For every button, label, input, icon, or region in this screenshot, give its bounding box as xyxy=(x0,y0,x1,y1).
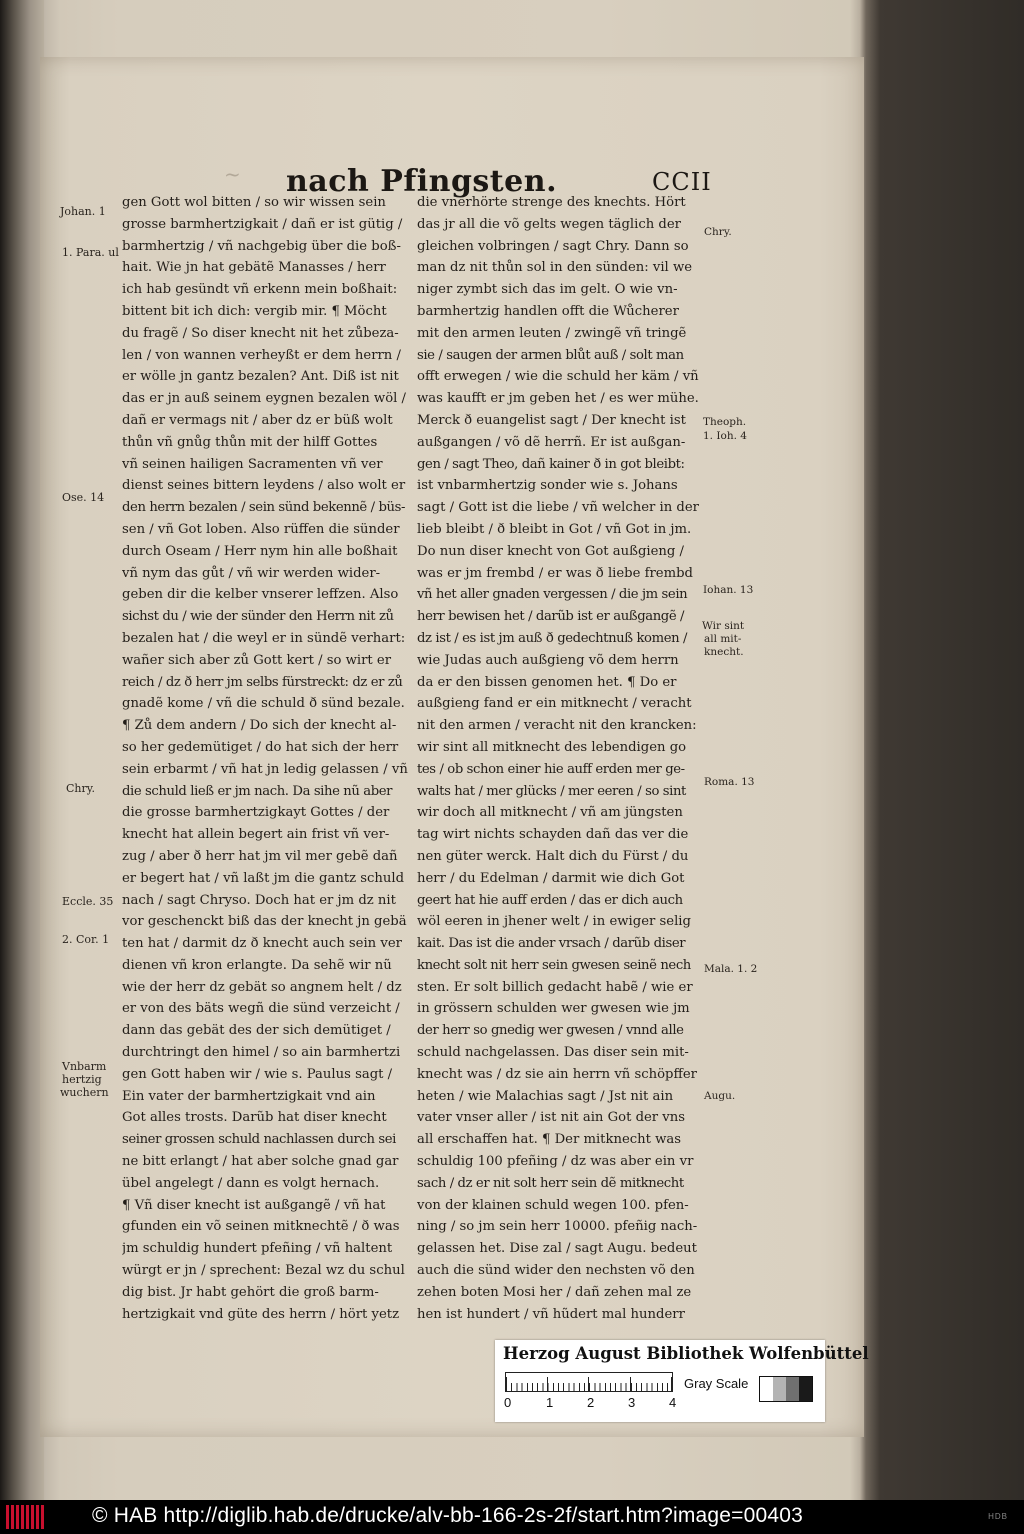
margin-note-right-chry: Chry. xyxy=(704,226,732,238)
text-line: wañer sich aber zů Gott kert / so wirt er xyxy=(122,652,392,668)
text-line: ¶ Vñ diser knecht ist außgangẽ / vñ hat xyxy=(122,1197,386,1213)
text-line: herr / du Edelman / darmit wie dich Got xyxy=(417,870,685,886)
text-line: herr bewisen het / darũb ist er außgangẽ / xyxy=(417,609,685,625)
text-line: grosse barmhertzigkait / dañ er ist gütig / xyxy=(122,216,403,232)
text-line: wie der herr dz gebät so angnem helt / dz xyxy=(122,979,402,995)
text-line: dienen vñ kron erlangte. Da sehẽ wir nũ xyxy=(122,957,392,973)
margin-note-vnbarm-1: Vnbarm xyxy=(62,1060,107,1073)
ruler-number-1: 1 xyxy=(546,1395,554,1410)
text-line: barmhertzig / vñ nachgebig über die boß- xyxy=(122,238,401,254)
text-line: thůn vñ gnůg thůn mit der hilff Gottes xyxy=(122,434,378,450)
text-line: durchtringt den himel / so ain barmhertzi xyxy=(122,1045,401,1061)
scale-ruler xyxy=(505,1372,673,1392)
text-line: wir sint all mitknecht des lebendigen go xyxy=(417,739,687,755)
gray-scale-patches xyxy=(759,1376,813,1402)
text-line: nach / sagt Chryso. Doch hat er jm dz nit xyxy=(122,892,396,908)
margin-note-right-theoph-1: Theoph. xyxy=(703,416,747,428)
text-line: hen ist hundert / vñ hũdert mal hunderr xyxy=(417,1306,685,1322)
ruler-number-3: 3 xyxy=(628,1395,636,1410)
text-line: dañ er vermags nit / aber dz er büß wolt xyxy=(122,412,393,428)
margin-note-eccle: Eccle. 35 xyxy=(62,895,114,908)
text-line: gen Gott wol bitten / so wir wissen sein xyxy=(122,195,386,210)
margin-note-right-theoph-2: 1. Ioh. 4 xyxy=(703,430,747,442)
text-line: gfunden ein võ seinen mitknechtẽ / ð was xyxy=(122,1219,400,1235)
text-line: gen / sagt Theo, dañ kainer ð in got bleibt: xyxy=(417,456,685,472)
text-line: in grössern schulden wer gwesen wie jm xyxy=(417,1001,690,1017)
margin-note-chry: Chry. xyxy=(66,782,96,795)
text-line: er wölle jn gantz bezalen? Ant. Diß ist nit xyxy=(122,369,399,385)
color-checker-card xyxy=(495,1340,869,1422)
text-line: mit den armen leuten / zwingẽ vñ tringẽ xyxy=(417,325,687,341)
text-line: sie / saugen der armen blůt auß / solt man xyxy=(417,347,684,363)
copyright-url: © HAB http://diglib.hab.de/drucke/alv-bb-166-2s-2f/start.htm?image=00403 xyxy=(92,1504,804,1527)
text-line: zehen boten Mosi her / dañ zehen mal ze xyxy=(417,1284,692,1300)
text-line: vater vnser aller / ist nit ain Got der vns xyxy=(417,1110,686,1126)
text-line: schuld nachgelassen. Das diser sein mit- xyxy=(417,1045,689,1061)
text-line: sen / vñ Got loben. Also rüffen die sünder xyxy=(122,521,400,537)
margin-note-right-mala: Mala. 1. 2 xyxy=(704,963,758,975)
text-line: jm schuldig hundert pfeñing / vñ haltent xyxy=(122,1241,393,1257)
text-line: sein erbarmt / vñ hat jn ledig gelassen / vñ xyxy=(122,761,408,777)
left-text-column xyxy=(122,192,408,1325)
ruler-number-4: 4 xyxy=(669,1395,677,1410)
text-line: sten. Er solt billich gedacht habẽ / wie er xyxy=(417,979,693,995)
text-line: außgieng fand er ein mitknecht / veracht xyxy=(417,696,692,712)
margin-note-right-johan: Iohan. 13 xyxy=(703,584,754,596)
hab-logo-icon xyxy=(6,1505,44,1529)
text-line: len / von wannen verheyßt er dem herrn / xyxy=(122,347,401,363)
margin-note-right-augu: Augu. xyxy=(704,1090,736,1102)
text-line: würgt er jn / sprechent: Bezal wz du schul xyxy=(122,1263,405,1279)
text-line: dienst seines bittern leydens / also wolt er xyxy=(122,478,406,494)
text-line: kait. Das ist die ander vrsach / darũb diser xyxy=(417,936,686,952)
right-text-column xyxy=(417,192,699,1325)
text-line: gnadẽ kome / vñ die schuld ð sünd bezale. xyxy=(122,696,405,712)
text-line: der herr so gnedig wer gwesen / vnnd alle xyxy=(417,1023,684,1039)
text-line: den herrn bezalen / sein sünd bekennẽ / büs- xyxy=(122,500,406,516)
text-line: die grosse barmhertzigkayt Gottes / der xyxy=(122,805,390,821)
text-line: vor geschenckt biß das der knecht jn gebä xyxy=(122,914,407,930)
ruler-number-0: 0 xyxy=(504,1395,512,1410)
margin-note-ose: Ose. 14 xyxy=(62,491,105,504)
text-line: er von des bäts wegñ die sünd verzeicht / xyxy=(122,1001,400,1017)
text-line: dz ist / es ist jm auß ð gedechtnuß komen / xyxy=(417,630,688,646)
footer-bar xyxy=(0,1500,1024,1534)
text-line: außgangen / võ dẽ herrñ. Er ist außgan- xyxy=(417,434,686,450)
text-line: nit den armen / veracht nit den krancken: xyxy=(417,718,697,734)
text-line: das er jn auß seinem eygnen bezalen wöl / xyxy=(122,391,407,407)
header-bleedthrough: ~ xyxy=(224,162,241,186)
text-line: übel angelegt / dann es volgt hernach. xyxy=(122,1175,380,1191)
text-line: offt erwegen / wie die schuld her käm / vñ xyxy=(417,369,699,385)
text-line: geert hat hie auff erden / das er dich auch xyxy=(417,892,683,908)
text-line: ne bitt erlangt / hat aber solche gnad gar xyxy=(122,1154,399,1170)
margin-note-right-wir-2: all mit- xyxy=(704,633,742,645)
text-line: vñ het aller gnaden vergessen / die jm sein xyxy=(417,587,688,603)
text-line: knecht solt nit herr sein gwesen seinẽ nech xyxy=(417,957,691,973)
text-line: geben dir die kelber vnserer leffzen. Also xyxy=(122,587,399,603)
text-line: wie Judas auch außgieng võ dem herrn xyxy=(417,652,679,668)
margin-note-vnbarm-2: hertzig xyxy=(62,1073,102,1086)
gray-patch xyxy=(773,1377,786,1401)
text-line: die vnerhörte strenge des knechts. Hört xyxy=(417,195,686,210)
text-line: man dz nit thůn sol in den sünden: vil we xyxy=(417,260,693,276)
text-line: Got alles trosts. Darũb hat diser knecht xyxy=(122,1110,387,1126)
text-line: ich hab gesündt vñ erkenn mein boßhait: xyxy=(122,282,398,298)
text-line: vñ nym das gůt / vñ wir werden wider- xyxy=(122,565,381,581)
ruler-number-2: 2 xyxy=(587,1395,595,1410)
text-line: auch die sünd wider den nechsten võ den xyxy=(417,1263,695,1279)
margin-note-cor: 2. Cor. 1 xyxy=(62,933,110,946)
margin-note-johan: Johan. 1 xyxy=(60,205,106,218)
text-line: gleichen volbringen / sagt Chry. Dann so xyxy=(417,238,689,254)
text-line: das jr all die võ gelts wegen täglich der xyxy=(417,216,681,232)
text-line: niger zymbt sich das im gelt. O wie vn- xyxy=(417,282,678,298)
text-line: was er jm frembd / er was ð liebe frembd xyxy=(417,565,693,581)
margin-note-vnbarm-3: wuchern xyxy=(60,1086,109,1099)
text-line: die schuld ließ er jm nach. Da sihe nũ aber xyxy=(122,783,393,799)
text-line: tes / ob schon einer hie auff erden mer ge- xyxy=(417,761,685,777)
text-line: walts hat / mer glücks / mer eeren / so sint xyxy=(417,783,686,799)
text-line: barmhertzig handlen offt die Wůcherer xyxy=(417,303,679,319)
text-line: wir doch all mitknecht / vñ am jüngsten xyxy=(417,805,683,821)
text-line: all erschaffen hat. ¶ Der mitknecht was xyxy=(417,1132,682,1148)
text-line: von der klainen schuld wegen 100. pfen- xyxy=(417,1197,689,1213)
text-line: schuldig 100 pfeñing / dz was aber ein vr xyxy=(417,1154,694,1170)
text-line: bittent bit ich dich: vergib mir. ¶ Möcht xyxy=(122,303,387,319)
text-line: knecht hat allein begert ain frist vñ ver- xyxy=(122,827,390,843)
text-line: hertzigkait vnd güte des herrn / hört yetz xyxy=(122,1306,400,1322)
text-line: ning / so jm sein herr 10000. pfeñig nach- xyxy=(417,1219,698,1235)
text-line: gen Gott haben wir / wie s. Paulus sagt / xyxy=(122,1066,393,1082)
text-line: er begert hat / vñ laßt jm die gantz schuld xyxy=(122,870,405,886)
text-line: ¶ Zů dem andern / Do sich der knecht al- xyxy=(122,718,397,734)
text-line: seiner grossen schuld nachlassen durch sei xyxy=(122,1132,396,1148)
text-line: sagt / Gott ist die liebe / vñ welcher in der xyxy=(417,500,699,516)
left-facing-leaf-edge xyxy=(0,0,44,1500)
gray-patch xyxy=(786,1377,799,1401)
margin-note-right-roma: Roma. 13 xyxy=(704,776,755,788)
text-line: durch Oseam / Herr nym hin alle boßhait xyxy=(122,543,398,559)
text-line: tag wirt nichts schayden dañ das ver die xyxy=(417,827,689,843)
margin-note-right-wir-1: Wir sint xyxy=(702,620,745,632)
text-line: bezalen hat / die weyl er in sündẽ verhart: xyxy=(122,630,406,646)
text-line: heten / wie Malachias sagt / Jst nit ain xyxy=(417,1088,674,1104)
text-line: dann das gebät des der sich demütiget / xyxy=(122,1023,391,1039)
text-line: sach / dz er nit solt herr sein dẽ mitknecht xyxy=(417,1175,684,1191)
text-line: gelassen het. Dise zal / sagt Augu. bedeut xyxy=(417,1241,697,1257)
text-line: dig bist. Jr habt gehört die groß barm- xyxy=(122,1284,379,1300)
text-line: Ein vater der barmhertzigkait vnd ain xyxy=(122,1088,376,1104)
folio-number: CCII xyxy=(652,168,712,196)
text-line: wöl eeren in jhener welt / in ewiger selig xyxy=(417,914,691,930)
text-line: vñ seinen hailigen Sacramenten vñ ver xyxy=(122,456,383,472)
margin-note-para: 1. Para. ul xyxy=(62,246,119,259)
text-line: Merck ð euangelist sagt / Der knecht ist xyxy=(417,412,686,428)
running-title: nach Pfingsten. xyxy=(286,164,558,199)
text-line: reich / dz ð herr jm selbs fürstreckt: dz er zů xyxy=(122,674,403,690)
text-line: zug / aber ð herr hat jm vil mer gebẽ dañ xyxy=(122,848,398,864)
text-line: so her gedemütiget / do hat sich der herr xyxy=(122,739,399,755)
text-line: knecht was / dz sie ain herrn vñ schöpffer xyxy=(417,1066,697,1082)
text-line: ten hat / darmit dz ð knecht auch sein ver xyxy=(122,936,402,952)
text-line: was kaufft er jm geben het / es wer mühe. xyxy=(417,391,699,407)
margin-note-right-wir-3: knecht. xyxy=(704,646,744,658)
text-line: du fragẽ / So diser knecht nit het zůbeza- xyxy=(122,325,399,341)
text-line: Do nun diser knecht von Got außgieng / xyxy=(417,543,685,559)
gray-patch xyxy=(760,1377,773,1401)
text-line: ist vnbarmhertzig sonder wie s. Johans xyxy=(417,478,678,494)
text-line: lieb bleibt / ð bleibt in Got / vñ Got in jm. xyxy=(417,521,692,537)
text-line: da er den bissen genomen het. ¶ Do er xyxy=(417,674,677,690)
gray-scale-label: Gray Scale xyxy=(684,1376,749,1391)
text-line: hait. Wie jn hat gebätẽ Manasses / herr xyxy=(122,260,386,276)
gray-patch xyxy=(799,1377,812,1401)
footer-mark: HDB xyxy=(988,1512,1008,1521)
text-line: nen güter werck. Halt dich du Fürst / du xyxy=(417,848,689,864)
library-name: Herzog August Bibliothek Wolfenbüttel xyxy=(503,1344,869,1363)
text-line: sichst du / wie der sünder den Herrn nit zů xyxy=(122,609,394,625)
